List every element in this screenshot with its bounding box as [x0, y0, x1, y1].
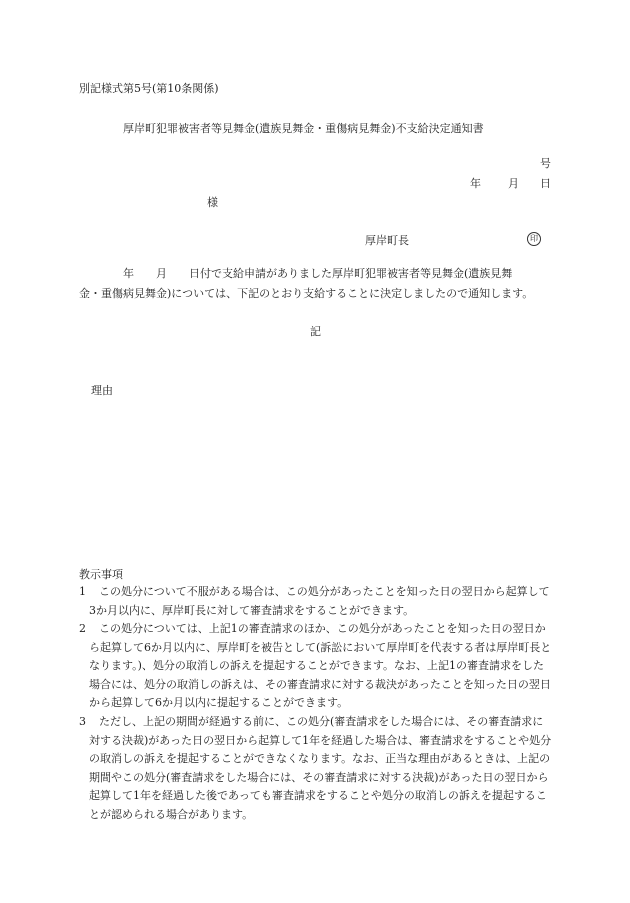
note-number: 1 — [79, 585, 86, 598]
ki-marker: 記 — [310, 325, 321, 338]
note-text: ただし、上記の期間が経過する前に、この処分(審査請求をした場合には、その審査請求に対する決裁)があった日の翌日から起算して1年を経過した場合は、審査請求をすることや処分の取消しの訴えを提起することができなくなります。なお、正当な理由があるときは、上記の期間やこの処分(審査請求をした場合には、その審査請求に対する決裁)があった日の翌日から起算して1年を経過した後であっても審査請求をすることや処分の取消しの訴えを提起することが認められる場合があります。 — [89, 715, 552, 821]
addressee-suffix: 様 — [207, 196, 218, 209]
issuer-name: 厚岸町長 — [365, 234, 409, 247]
date-month: 月 — [508, 177, 519, 190]
date-day: 日 — [540, 177, 551, 190]
date-year: 年 — [470, 177, 481, 190]
body-line-1: 年 月 日付で支給申請がありました厚岸町犯罪被害者等見舞金(遺族見舞 — [123, 267, 513, 280]
note-item-1 — [79, 583, 554, 620]
note-item-3 — [79, 713, 554, 825]
form-label: 別記様式第5号(第10条関係) — [79, 82, 219, 95]
number-suffix: 号 — [540, 157, 551, 170]
note-text: この処分について不服がある場合は、この処分があったことを知った日の翌日から起算して3か月以内に、厚岸町長に対して審査請求をすることができます。 — [89, 585, 550, 617]
reason-label: 理由 — [91, 384, 113, 397]
note-number: 3 — [79, 715, 86, 728]
notes-heading: 教示事項 — [79, 568, 123, 581]
seal-icon: 印 — [527, 231, 541, 246]
note-text: この処分については、上記1の審査請求のほか、この処分があったことを知った日の翌日から起算して6か月以内に、厚岸町を被告として(訴訟において厚岸町を代表する者は厚岸町長となります。)、処分の取消しの訴えを提起することができます。なお、上記1の審査請求をした場合には、処分の取消しの訴えは、その審査請求に対する裁決があったことを知った日の翌日から起算して6か月以内に提起することができます。 — [89, 622, 552, 710]
body-line-2: 金・重傷病見舞金)については、下記のとおり支給することに決定しましたので通知します。 — [79, 287, 534, 300]
note-number: 2 — [79, 622, 86, 635]
document-title: 厚岸町犯罪被害者等見舞金(遺族見舞金・重傷病見舞金)不支給決定通知書 — [123, 122, 484, 135]
note-item-2 — [79, 620, 554, 713]
